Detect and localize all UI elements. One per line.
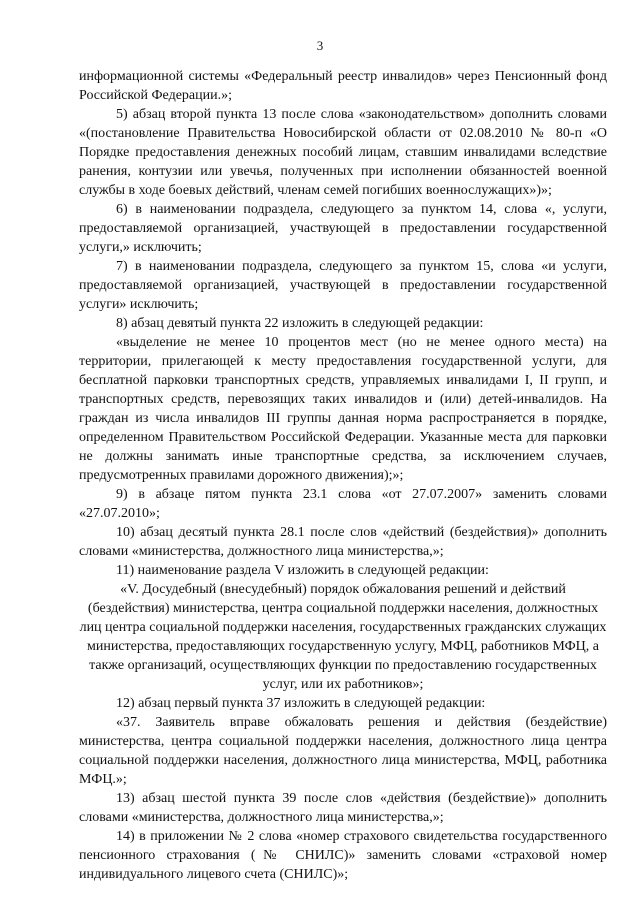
paragraph-item-11: 11) наименование раздела V изложить в следующей редакции: xyxy=(116,563,489,578)
paragraph-quote-37: «37. Заявитель вправе обжаловать решения и действия (бездействие) министерства, центра социальной поддержки населения, должностного лица центра социальной поддержки населения, должностного лица министерства, МФЦ, работника МФЦ.»; xyxy=(79,715,607,787)
paragraph-item-14: 14) в приложении № 2 слова «номер страхового свидетельства государственного пенсионного страхования (№ СНИЛС)» заменить словами «страховой номер индивидуального лицевого счета (СНИЛС)»; xyxy=(79,829,607,882)
page-number: 3 xyxy=(316,38,324,53)
document-body xyxy=(79,67,607,884)
paragraph-quote-parking: «выделение не менее 10 процентов мест (но не менее одного места) на территории, прилегающей к месту предоставления государственной услуги, для бесплатной парковки транспортных средств, управляемых инвалидами I, II групп, и транспортных средств, перевозящих таких инвалидов и (или) детей-инвалидов. На граждан из числа инвалидов III группы данная норма распространяется в порядке, определенном Правительством Российской Федерации. Указанные места для парковки не должны занимать иные транспортные средства, за исключением случаев, предусмотренных правилами дорожного движения);»; xyxy=(79,335,607,483)
paragraph-item-12: 12) абзац первый пункта 37 изложить в следующей редакции: xyxy=(116,696,486,711)
paragraph-item-10: 10) абзац десятый пункта 28.1 после слов «действий (бездействия)» дополнить словами «министерства, должностного лица министерства,»; xyxy=(79,525,607,559)
section-v-heading: «V. Досудебный (внесудебный) порядок обжалования решений и действий (бездействия) министерства, центра социальной поддержки населения, должностных лиц центра социальной поддержки населения, государственных гражданских служащих министерства, предоставляющих государственную услугу, МФЦ, работников МФЦ, а также организаций, осуществляющих функции по предоставлению государственных услуг, или их работников»; xyxy=(79,582,607,692)
paragraph-item-9: 9) в абзаце пятом пункта 23.1 слова «от 27.07.2007» заменить словами «27.07.2010»; xyxy=(79,487,607,521)
paragraph-item-5: 5) абзац второй пункта 13 после слова «законодательством» дополнить словами «(постановление Правительства Новосибирской области от 02.08.2010 № 80-п «О Порядке предоставления денежных пособий лицам, ставшим инвалидами вследствие ранения, контузии или увечья, полученных при исполнении обязанностей военной службы в ходе боевых действий, членам семей погибших военнослужащих»)»; xyxy=(79,107,607,198)
paragraph-item-6: 6) в наименовании подраздела, следующего за пунктом 14, слова «, услуги, предоставляемой организацией, участвующей в предоставлении государственной услуги,» исключить; xyxy=(79,202,607,255)
paragraph-item-7: 7) в наименовании подраздела, следующего за пунктом 15, слова «и услуги, предоставляемой организацией, участвующей в предоставлении государственной услуги» исключить; xyxy=(79,259,607,312)
paragraph-item-8: 8) абзац девятый пункта 22 изложить в следующей редакции: xyxy=(116,316,484,331)
paragraph-continuation: информационной системы «Федеральный реестр инвалидов» через Пенсионный фонд Российской Федерации.»; xyxy=(79,69,607,103)
paragraph-item-13: 13) абзац шестой пункта 39 после слов «действия (бездействие)» дополнить словами «министерства, должностного лица министерства,»; xyxy=(79,791,607,825)
